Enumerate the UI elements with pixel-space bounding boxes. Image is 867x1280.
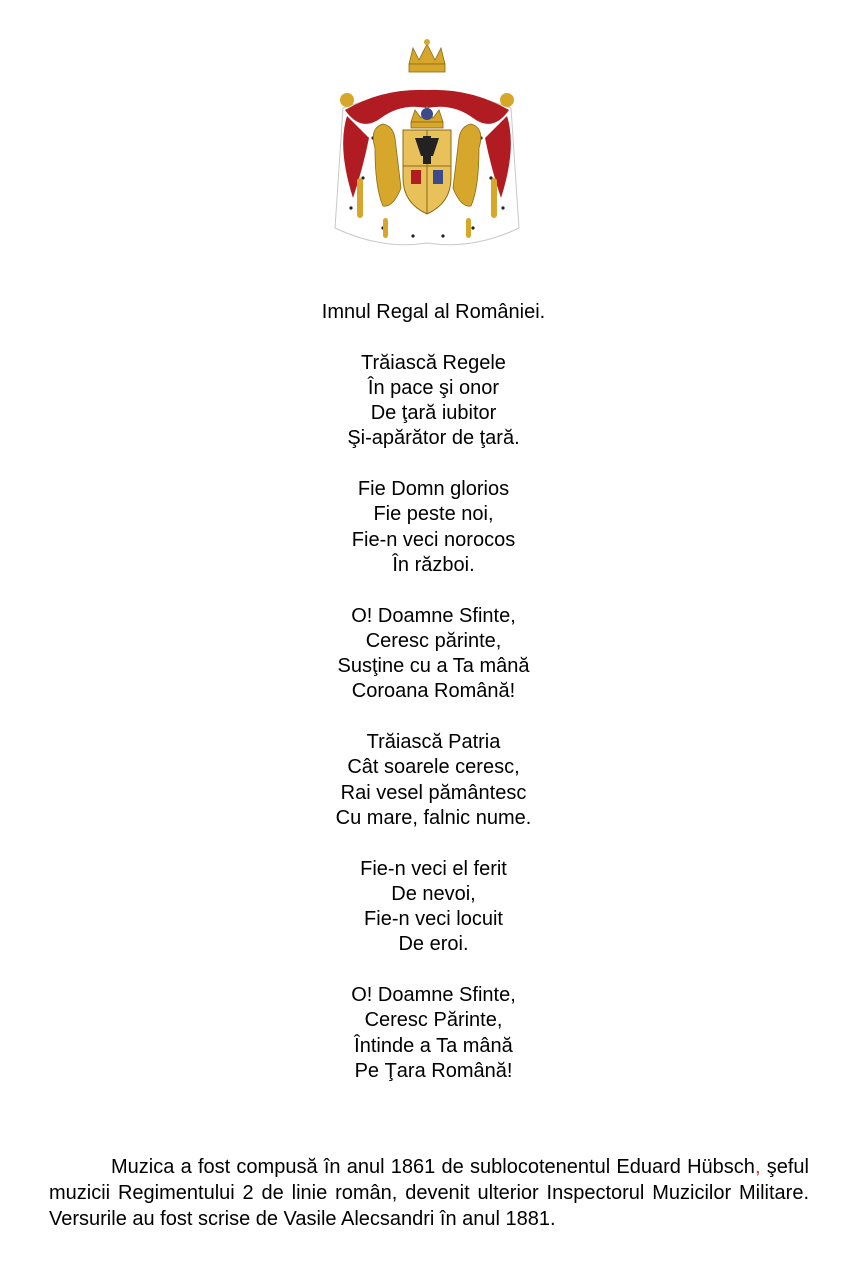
verse-line: Cu mare, falnic nume. bbox=[335, 806, 532, 829]
verse-line: În război. bbox=[392, 553, 475, 576]
verse-line: Ceresc părinte, bbox=[365, 629, 502, 652]
verse-line: Fie-n veci norocos bbox=[351, 528, 516, 551]
note-text-part1: Muzica a fost compusă în anul 1861 de sublocotenentul Eduard Hübsch bbox=[111, 1156, 755, 1178]
verse-line: De ţară iubitor bbox=[370, 402, 497, 425]
verse-line: În pace şi onor bbox=[367, 376, 500, 399]
anthem-title: Imnul Regal al României. bbox=[321, 301, 546, 323]
verse-line: Pe Ţara Română! bbox=[354, 1059, 513, 1082]
stanza bbox=[0, 857, 867, 958]
verse-line: Ceresc Părinte, bbox=[364, 1009, 503, 1032]
verse-line: Şi-apărător de ţară. bbox=[347, 427, 520, 450]
stanza bbox=[0, 604, 867, 705]
historical-note bbox=[49, 1154, 809, 1232]
verse-line: Fie-n veci locuit bbox=[364, 908, 503, 931]
note-text-part2: şeful muzicii Regimentului 2 de linie român, devenit ulterior Inspectorul Muzicilor Militare. Versurile au fost scrise de Vasile Alecsandri în anul 1881. bbox=[49, 1156, 809, 1230]
verse-line: Fie peste noi, bbox=[373, 503, 494, 526]
verse-line: Întinde a Ta mână bbox=[354, 1034, 513, 1057]
anthem-text bbox=[0, 300, 867, 1110]
note-comma: , bbox=[754, 1156, 761, 1178]
stanza bbox=[0, 351, 867, 452]
verse-line: Coroana Română! bbox=[351, 680, 516, 703]
verse-line: Rai vesel pământesc bbox=[340, 781, 527, 804]
verse-line: Fie Domn glorios bbox=[357, 478, 510, 501]
verse-line: Susţine cu a Ta mână bbox=[337, 655, 530, 678]
coat-of-arms-icon bbox=[323, 38, 531, 250]
verse-line: O! Doamne Sfinte, bbox=[351, 604, 516, 627]
verse-line: Cât soarele ceresc, bbox=[347, 756, 520, 779]
stanza bbox=[0, 983, 867, 1084]
verse-line: O! Doamne Sfinte, bbox=[351, 984, 516, 1007]
verse-line: Trăiască Patria bbox=[366, 731, 501, 754]
verse-line: De nevoi, bbox=[391, 882, 476, 905]
verse-line: Trăiască Regele bbox=[361, 351, 506, 374]
verse-line: Fie-n veci el ferit bbox=[360, 857, 507, 880]
stanza bbox=[0, 477, 867, 578]
stanza bbox=[0, 730, 867, 831]
verse-line: De eroi. bbox=[398, 933, 469, 956]
